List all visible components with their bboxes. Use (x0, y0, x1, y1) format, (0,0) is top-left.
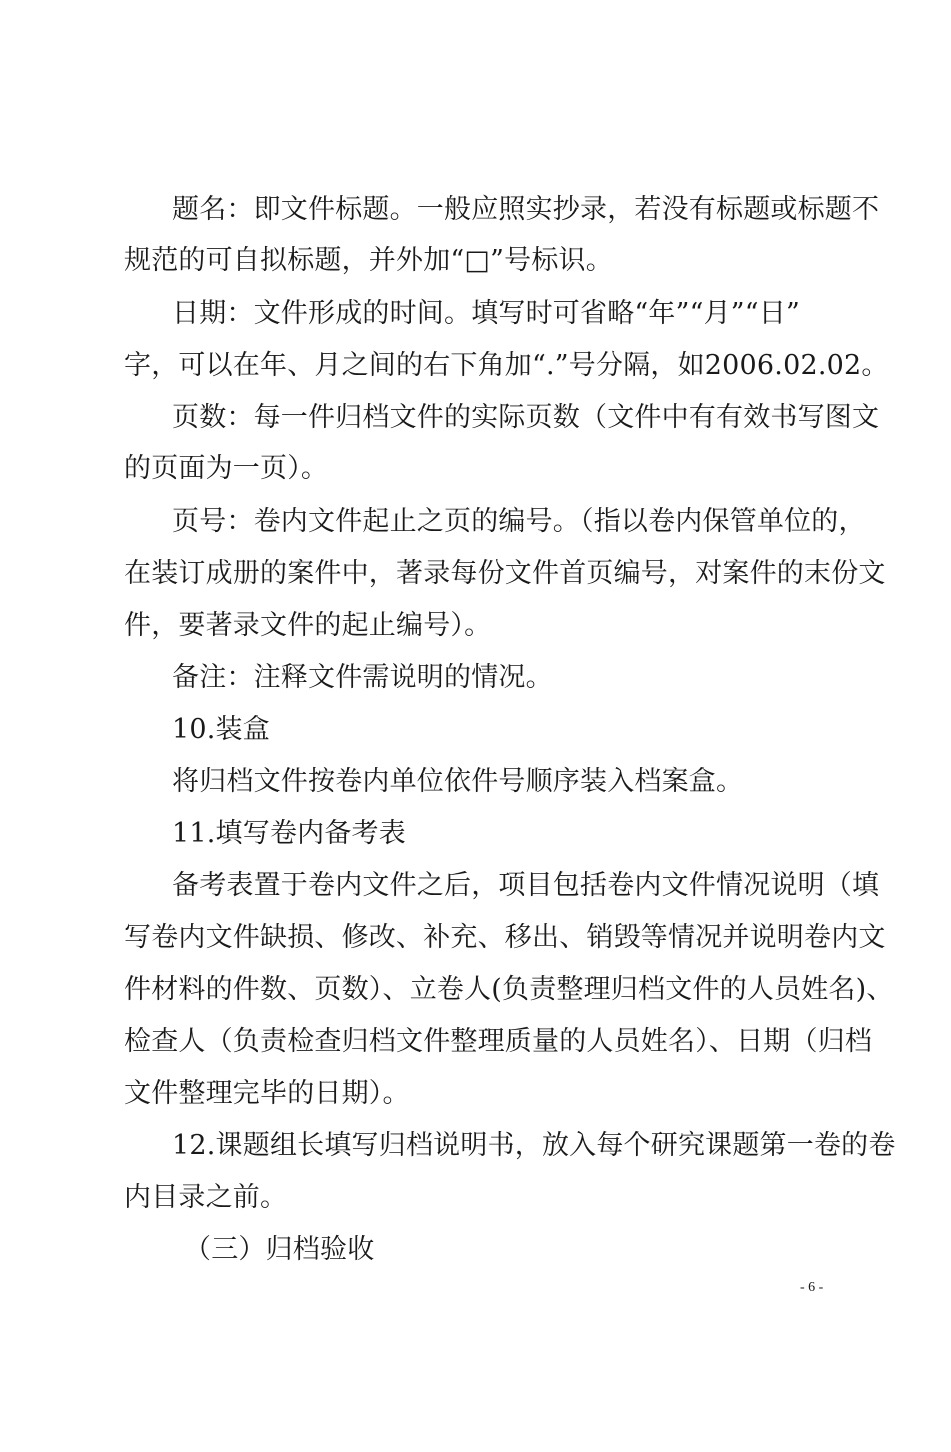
page-count-paragraph-line-2: 的页面为一页）。 (124, 453, 329, 484)
reference-table-paragraph-line-3: 件材料的件数、页数）、立卷人(负责整理归档文件的人员姓名)、 (124, 974, 894, 1005)
reference-table-paragraph-line-2: 写卷内文件缺损、修改、补充、移出、销毁等情况并说明卷内文 (124, 922, 886, 953)
title-field-paragraph-line-2: 规范的可自拟标题，并外加“□”号标识。 (124, 245, 613, 276)
section-heading-reference-table: 11.填写卷内备考表 (172, 818, 406, 849)
date-field-paragraph-line-1: 日期：文件形成的时间。填写时可省略“年”“月”“日” (172, 298, 801, 329)
page-count-paragraph-line-1: 页数：每一件归档文件的实际页数（文件中有有效书写图文 (172, 402, 880, 433)
section-heading-archive-acceptance: （三）归档验收 (184, 1234, 375, 1265)
page-number-field-paragraph-line-2: 在装订成册的案件中，著录每份文件首页编号，对案件的末份文 (124, 558, 886, 589)
instruction-paragraph-line-1: 12.课题组长填写归档说明书，放入每个研究课题第一卷的卷 (172, 1130, 896, 1161)
reference-table-paragraph-line-1: 备考表置于卷内文件之后，项目包括卷内文件情况说明（填 (172, 870, 880, 901)
reference-table-paragraph-line-5: 文件整理完毕的日期）。 (124, 1078, 410, 1109)
page-number: - 6 - (800, 1280, 824, 1295)
reference-table-paragraph-line-4: 检查人（负责检查归档文件整理质量的人员姓名）、日期（归档 (124, 1026, 873, 1057)
page-number-field-paragraph-line-1: 页号：卷内文件起止之页的编号。（指以卷内保管单位的， (172, 506, 866, 537)
remarks-paragraph: 备注：注释文件需说明的情况。 (172, 662, 553, 693)
instruction-paragraph-line-2: 内目录之前。 (124, 1182, 288, 1213)
page-number-field-paragraph-line-3: 件，要著录文件的起止编号）。 (124, 610, 492, 641)
boxing-paragraph: 将归档文件按卷内单位依件号顺序装入档案盒。 (172, 766, 744, 797)
date-field-paragraph-line-2: 字，可以在年、月之间的右下角加“.”号分隔，如2006.02.02。 (124, 350, 889, 381)
section-heading-boxing: 10.装盒 (172, 714, 270, 745)
title-field-paragraph-line-1: 题名：即文件标题。一般应照实抄录，若没有标题或标题不 (172, 194, 880, 225)
